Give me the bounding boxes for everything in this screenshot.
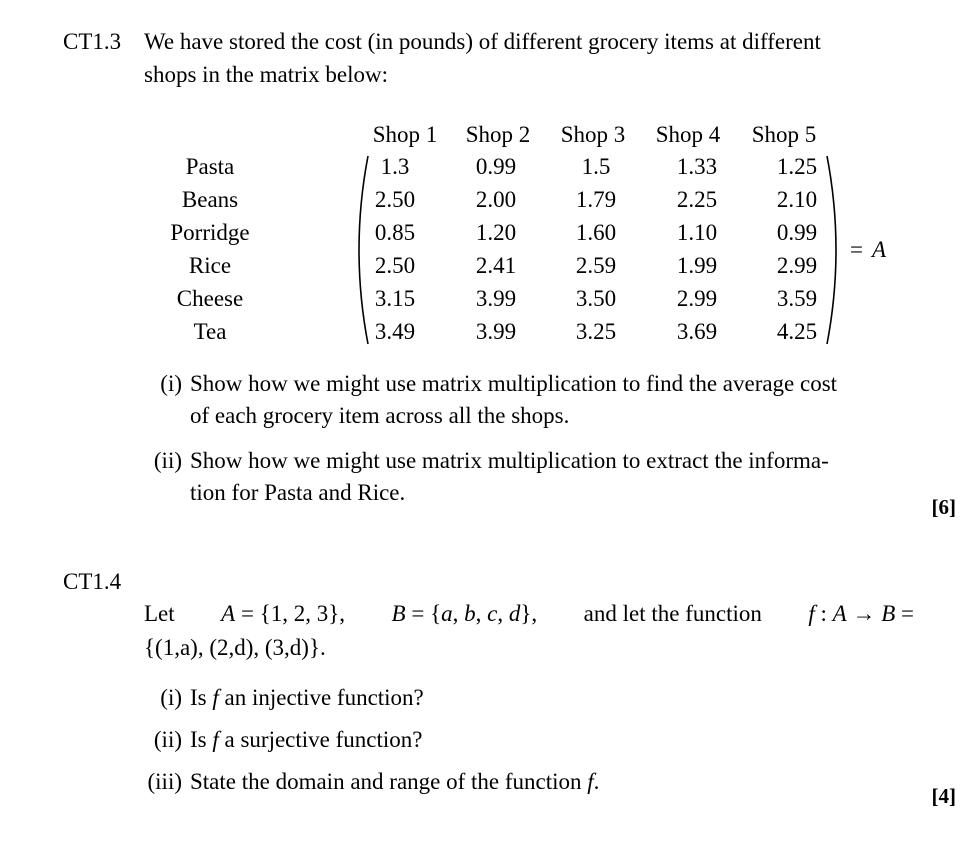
element-b: b [464, 601, 476, 626]
definition-line-2: {(1,a), (2,d), (3,d)}. [144, 635, 326, 660]
function-name: f [587, 769, 594, 794]
question-label: CT1.4 [63, 569, 122, 594]
part-text-line-2: tion for Pasta and Rice. [190, 480, 406, 505]
matrix-cell: 3.15 [374, 286, 416, 311]
definition-line-1 [144, 602, 914, 625]
set-b-name: B [391, 601, 406, 626]
part-text-pre: Is [190, 685, 207, 710]
matrix-cell: 1.99 [676, 253, 718, 278]
part-text [190, 770, 599, 793]
matrix-cell: 1.3 [380, 154, 410, 179]
equals-sign: = [240, 601, 254, 626]
comma: , [475, 601, 482, 626]
let-word: Let [144, 601, 175, 626]
matrix-cell: 1.60 [575, 220, 617, 245]
part-number: (ii) [153, 727, 182, 752]
matrix-cell: 3.59 [776, 286, 818, 311]
row-label: Porridge [170, 220, 250, 245]
matrix-cell: 3.69 [676, 319, 718, 344]
domain-name: A [832, 601, 847, 626]
matrix-cell: 2.50 [374, 187, 416, 212]
matrix-cell: 2.10 [776, 187, 818, 212]
part-number: (iii) [147, 769, 182, 794]
part-text-pre: Is [190, 727, 207, 752]
row-label: Beans [181, 187, 239, 212]
part-number: (i) [160, 371, 182, 396]
matrix-cell: 1.25 [776, 154, 818, 179]
matrix-name: A [872, 237, 887, 262]
matrix-cell: 1.10 [676, 220, 718, 245]
matrix-cell: 1.20 [475, 220, 517, 245]
set-a-name: A [221, 601, 236, 626]
set-a-definition [221, 602, 345, 625]
matrix-cell: 0.99 [475, 154, 517, 179]
brace-open: { [430, 601, 442, 626]
left-paren [359, 156, 368, 344]
shop-header: Shop 4 [655, 122, 721, 147]
part-text-line-1: Show how we might use matrix multiplication to find the average cost [190, 371, 838, 396]
intro-line-1: We have stored the cost (in pounds) of different grocery items at different [144, 29, 821, 54]
element-a: a [441, 601, 453, 626]
element-d: d [508, 601, 521, 626]
set-b-definition [392, 602, 538, 625]
matrix-cell: 3.49 [374, 319, 416, 344]
matrix-cell: 1.33 [676, 154, 718, 179]
comma: , [452, 601, 459, 626]
matrix-cell: 3.99 [475, 319, 517, 344]
marks-badge: [6] [931, 495, 956, 519]
colon: : [820, 601, 827, 626]
shop-header: Shop 5 [751, 122, 817, 147]
function-name: f [212, 727, 219, 752]
matrix-cell: 2.99 [776, 253, 818, 278]
row-label: Rice [188, 253, 232, 278]
function-signature [808, 602, 914, 625]
matrix-cell: 4.25 [776, 319, 818, 344]
part-text-line-1: Show how we might use matrix multiplication to extract the informa- [190, 448, 829, 473]
brace-close: }, [520, 601, 538, 626]
element-c: c [487, 601, 498, 626]
matrix-cell: 1.5 [581, 154, 611, 179]
equals-sign: = [411, 601, 425, 626]
right-paren [827, 156, 836, 344]
codomain-name: B [881, 601, 896, 626]
matrix-cell: 2.99 [676, 286, 718, 311]
matrix-cell: 3.99 [475, 286, 517, 311]
shop-header: Shop 2 [465, 122, 531, 147]
intro-line-2: shops in the matrix below: [144, 62, 389, 87]
matrix-cell: 2.59 [575, 253, 617, 278]
equals-sign: = [901, 601, 914, 626]
part-text-post: an injective function? [224, 685, 424, 710]
matrix-cell: 0.85 [374, 220, 416, 245]
function-name: f [212, 685, 219, 710]
part-number: (i) [160, 685, 182, 710]
shop-header: Shop 3 [560, 122, 626, 147]
function-name: f [808, 601, 815, 626]
arrow: → [852, 601, 876, 626]
matrix-cell: 2.41 [475, 253, 517, 278]
row-label: Tea [193, 319, 227, 344]
part-text-post: . [593, 769, 600, 794]
part-text-line-2: of each grocery item across all the shops. [190, 403, 570, 428]
matrix-cell: 3.25 [575, 319, 617, 344]
shop-header: Shop 1 [372, 122, 438, 147]
matrix-cell: 3.50 [575, 286, 617, 311]
part-text [190, 686, 424, 709]
question-label: CT1.3 [63, 29, 122, 54]
set-a-elements: {1, 2, 3}, [259, 601, 346, 626]
matrix-cell: 2.00 [475, 187, 517, 212]
comma: , [497, 601, 504, 626]
part-text-post: a surjective function? [224, 727, 423, 752]
part-number: (ii) [153, 448, 182, 473]
matrix-cell: 2.50 [374, 253, 416, 278]
equals-sign: = [850, 237, 863, 262]
matrix-cell: 2.25 [676, 187, 718, 212]
part-text [190, 728, 423, 751]
part-text-pre: State the domain and range of the function [190, 769, 582, 794]
marks-badge: [4] [931, 784, 956, 808]
row-label: Cheese [176, 286, 244, 311]
row-label: Pasta [185, 154, 235, 179]
matrix-cell: 1.79 [575, 187, 617, 212]
and-text: and let the function [583, 601, 762, 626]
matrix-cell: 0.99 [776, 220, 818, 245]
